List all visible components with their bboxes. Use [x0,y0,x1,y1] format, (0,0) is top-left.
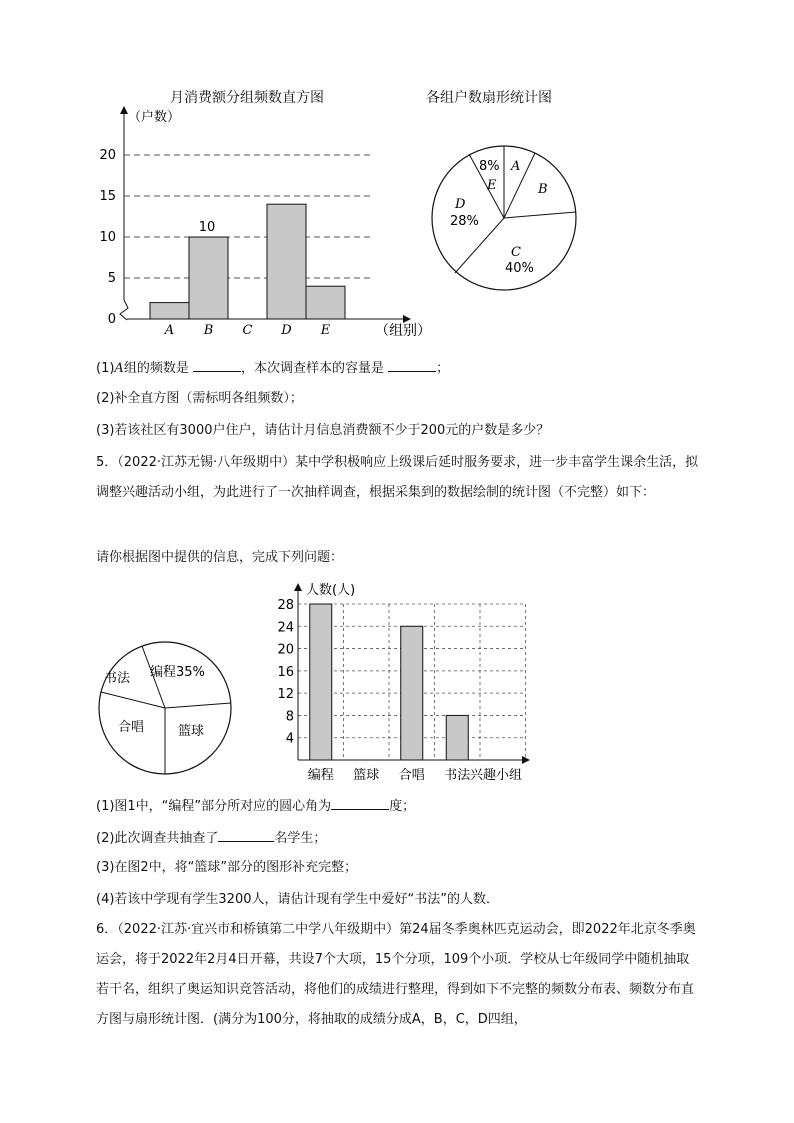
pie-title: 各组户数扇形统计图 [426,90,552,106]
answer-blank[interactable] [388,357,436,372]
q5-x-label: 兴趣小组 [470,768,523,783]
q5-y-label: 人数(人) [306,583,356,598]
histogram-chart [95,100,440,345]
q5-prompt: 请你根据图中提供的信息，完成下列问题： [96,550,344,565]
y-tick-15: 15 [99,189,116,204]
q5-text: 5．（2022·江苏无锡·八年级期中）某中学积极响应上级课后延时服务要求，进一步丰富学生课余生活，拟调整兴趣活动小组，为此进行了一次抽样调查，根据采集到的数据绘制的统计图（不完整）如下： [96,455,699,500]
pie-chart [425,140,585,300]
hist-bar-B [189,237,228,319]
q5-part1: (1)图1中，“编程”部分所对应的圆心角为 度； [96,795,415,817]
pie-label-E: E [487,178,497,193]
hist-x-tick-C: C [242,323,253,338]
q5-x-tick: 编程 [307,768,334,783]
y-tick-10: 10 [99,230,116,245]
q4-part3: (3)若该社区有3000户住户，请估计月信息消费额不少于200元的户数是多少？ [96,423,550,438]
q5-part3: (3)在图2中，将“篮球”部分的图形补充完整； [96,860,358,875]
q5-y-tick: 20 [277,642,294,658]
q4-part1: (1)A组的频数是 ，本次调查样本的容量是 ； [96,357,449,379]
pie-label-D: D [455,197,466,212]
q5-part2: (2)此次调查共抽查了 名学生； [96,827,326,849]
q6-text: 6．（2022·江苏·宜兴市和桥镇第二中学八年级期中）第24届冬季奥林匹克运动会，即2022年北京冬季奥运会，将于2022年2月4日开幕，共设7个大项，15个分项，109个小项．学校从七年级同学中随机抽取若干名，组织了奥运知识竞答活动，将他们的成绩进行整理，得到如下不完整的频数分布表、频数分布直方图与扇形统计图．(满分为100分，将抽取的成绩分成A，B，C，D四组， [96,922,696,1027]
bar-label-B: 10 [198,220,216,235]
histogram-title: 月消费额分组频数直方图 [170,90,324,106]
q5-x-tick: 书法 [444,768,471,783]
q5-bar-0 [310,604,332,760]
q5-pie-label-hechang: 合唱 [118,720,145,735]
q5-y-tick: 28 [277,598,294,613]
q5-bar-chart [270,578,570,788]
q5-y-tick: 12 [277,687,294,703]
q5-y-tick: 4 [285,731,294,747]
hist-x-tick-E: E [320,323,331,338]
q5-y-tick: 24 [277,620,294,636]
y-tick-5: 5 [107,271,116,286]
q5-bar-3 [446,715,468,760]
hist-bar-D [267,204,306,319]
answer-blank[interactable] [218,827,274,842]
hist-x-tick-B: B [203,323,214,338]
pie-label-A: A [511,159,521,174]
y-tick-20: 20 [99,148,116,163]
pie-label-B: B [538,182,548,197]
pie-label-C: C [511,245,521,260]
hist-bar-E [306,286,345,319]
answer-blank[interactable] [331,795,389,810]
q5-pie-label-biancheng: 编程35% [150,665,205,680]
hist-x-tick-A: A [164,323,175,338]
hist-bar-A [150,303,189,319]
q4-part2: (2)补全直方图（需标明各组频数）； [96,391,303,406]
answer-blank[interactable] [193,357,241,372]
q5-y-tick: 16 [277,664,294,680]
q5-y-tick: 8 [285,709,294,725]
pie-pct-C: 40% [505,261,534,276]
q5-bar-2 [401,626,423,760]
q5-x-tick: 篮球 [353,768,380,783]
hist-x-tick-D: D [281,323,292,338]
q5-x-tick: 合唱 [398,768,425,783]
histogram-y-label: （户数） [128,110,181,125]
histogram-x-label: （组别） [375,323,431,339]
pie-pct-E: 8% [479,159,500,174]
q5-pie-label-lanqiu: 篮球 [178,724,205,739]
q5-pie-label-shufa: 书法 [104,671,131,686]
q5-pie-chart [95,640,235,780]
pie-pct-D: 28% [450,214,479,229]
y-tick-0: 0 [107,312,116,327]
q5-part4: (4)若该中学现有学生3200人，请估计现有学生中爱好“书法”的人数． [96,892,499,907]
